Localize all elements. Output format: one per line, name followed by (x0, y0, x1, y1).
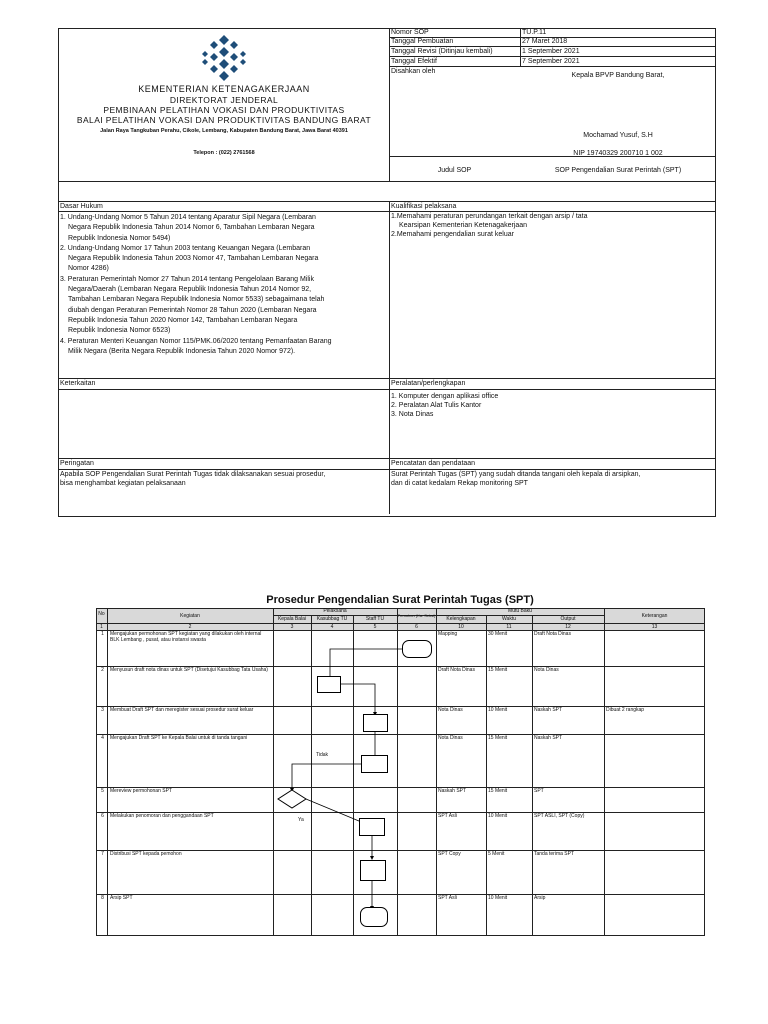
flow-end-terminator (360, 907, 388, 927)
procedure-row-output: Tanda terima SPT (534, 851, 575, 857)
procedure-row-no: 6 (101, 813, 104, 819)
procedure-row-time: 15 Menit (488, 788, 508, 794)
procedure-row-no: 1 (101, 631, 104, 637)
legal-line: Negara Republik Indonesia Tahun 2014 Nomor 6, Tambahan Lembaran Negara (68, 224, 315, 232)
meta-label-revised: Tanggal Revisi (Ditinjau kembali) (391, 48, 493, 55)
header-num: 13 (651, 624, 658, 630)
meta-value-created: 27 Maret 2018 (522, 38, 568, 45)
procedure-row-requirement: Mapping (438, 631, 458, 637)
qualification-line: 1.Memahami peraturan perundangan terkait dengan arsip / tata (391, 213, 588, 220)
header-role-kasubbag: Kasubbag TU (316, 616, 348, 622)
procedure-row-output: Naskah SPT (534, 735, 563, 741)
ministry-name: KEMENTERIAN KETENAGAKERJAAN (138, 84, 310, 94)
header-q-time: Waktu (502, 616, 516, 622)
procedure-row-output: SPT (534, 788, 544, 794)
procedure-row-activity: Mereview permohonan SPT (110, 788, 172, 794)
procedure-row-output: Draft Nota Dinas (534, 631, 571, 637)
procedure-row-time: 10 Menit (488, 707, 508, 713)
legal-line: Republik Indonesia Nomor 6523) (68, 327, 171, 335)
equipment-line: 3. Nota Dinas (391, 411, 434, 418)
approver-nip: NIP 19740329 200710 1 002 (573, 150, 663, 157)
legal-line: Nomor 4286) (68, 265, 109, 273)
qualification-label: Kualifikasi pelaksana (391, 203, 457, 210)
header-num: 12 (565, 624, 571, 630)
recording-label: Pencatatan dan pendataan (391, 460, 476, 467)
procedure-row-time: 30 Menit (488, 631, 508, 637)
header-quality: Mutu Baku (508, 608, 532, 614)
procedure-row-activity: Mengajukan permohonan SPT kegiatan yang dilakukan oleh internal BLK Lembang , pusat, atau instansi swasta (110, 631, 262, 644)
header-role-head: Kepala Balai (277, 616, 307, 622)
header-num: 5 (373, 624, 377, 630)
procedure-row-no: 7 (101, 851, 104, 857)
qualification-line: 2.Memahami pengendalian surat keluar (391, 231, 514, 238)
procedure-row-time: 5 Menit (488, 851, 505, 857)
procedure-row-requirement: Nota Dinas (438, 707, 463, 713)
legal-line: Negara Republik Indonesia Tahun 2003 Nomor 47, Tambahan Lembaran Negara (68, 255, 319, 263)
header-role-applicant: Pemohon (Ka. Seksi) (397, 614, 436, 618)
procedure-row-requirement: Draft Nota Dinas (438, 667, 475, 673)
header-no: No (98, 611, 105, 617)
header-num: 11 (506, 624, 512, 630)
header-num: 10 (458, 624, 464, 630)
warning-line: bisa menghambat kegiatan pelaksanaan (60, 480, 186, 487)
legal-line: diubah dengan Peraturan Pemerintah Nomor 28 Tahun 2020 (Lembaran Negara (68, 306, 317, 314)
procedure-row-activity: Distribusi SPT kepada pemohon (110, 851, 182, 857)
legal-line: 3. Peraturan Pemerintah Nomor 27 Tahun 2014 tentang Pengelolaan Barang Milik (60, 275, 314, 283)
equipment-label: Peralatan/perlengkapan (391, 380, 466, 387)
flow-label-no: Tidak (316, 752, 329, 758)
meta-value-effective: 7 September 2021 (522, 58, 580, 65)
approver-name: Mochamad Yusuf, S.H (583, 132, 653, 139)
procedure-row-requirement: Nota Dinas (438, 735, 463, 741)
equipment-line: 1. Komputer dengan aplikasi office (391, 393, 499, 400)
warning-label: Peringatan (60, 460, 94, 467)
procedure-row-activity: Membuat Draft SPT dan meregister sesuai prosedur surat keluar (110, 707, 254, 713)
approver-title: Kepala BPVP Bandung Barat, (571, 72, 665, 79)
procedure-row-time: 10 Menit (488, 813, 508, 819)
procedure-row-activity: Arsip SPT (110, 895, 133, 901)
meta-label-created: Tanggal Pembuatan (391, 38, 454, 45)
flow-process-box (317, 676, 341, 693)
legal-line: Republik Indonesia Tahun 2020 Nomor 142, Tambahan Lembaran Negara (68, 316, 298, 324)
institute-name: BALAI PELATIHAN VOKASI DAN PRODUKTIVITAS BANDUNG BARAT (76, 115, 372, 125)
institute-phone: Telepon : (022) 2761568 (193, 150, 255, 156)
procedure-row-output: Naskah SPT (534, 707, 563, 713)
approved-by-label: Disahkan oleh (391, 68, 436, 75)
header-remarks: Keterangan (641, 613, 668, 619)
procedure-row-activity: Mengajukan Draft SPT ke Kepala Balai untuk di tanda tangani (110, 735, 248, 741)
flow-process-box (360, 860, 386, 881)
flow-process-box (363, 714, 388, 732)
equipment-line: 2. Peralatan Alat Tulis Kantor (391, 402, 482, 409)
legal-line: Negara/Daerah (Lembaran Negara Republik Indonesia Tahun 2014 Nomor 92, (68, 286, 312, 294)
legal-line: Milik Negara (Berita Negara Republik Indonesia Tahun 2020 Nomor 972). (68, 347, 296, 355)
flow-line-1-2 (330, 649, 402, 678)
header-num: 4 (330, 624, 334, 630)
meta-value-number: TU.P.11 (522, 29, 547, 36)
flow-label-yes: Ya (298, 817, 304, 823)
procedure-row-requirement: SPT Copy (438, 851, 461, 857)
procedure-title: Prosedur Pengendalian Surat Perintah Tugas (SPT) (266, 594, 534, 606)
header-num: 1 (100, 624, 103, 630)
procedure-row-time: 10 Menit (488, 895, 508, 901)
meta-label-number: Nomor SOP (391, 29, 429, 36)
legal-line: Tambahan Lembaran Negara Republik Indonesia Nomor 5533) sebagaimana telah (68, 296, 325, 304)
meta-value-revised: 1 September 2021 (522, 48, 580, 55)
sop-title-value: SOP Pengendalian Surat Perintah (SPT) (554, 167, 682, 174)
header-role-staff: Staff TU (365, 616, 385, 622)
procedure-row-time: 15 Menit (488, 667, 508, 673)
header-num: 3 (290, 624, 294, 630)
header-q-output: Output (560, 616, 576, 622)
legal-line: 1. Undang-Undang Nomor 5 Tahun 2014 tentang Aparatur Sipil Negara (Lembaran (60, 214, 316, 221)
procedure-row-no: 2 (101, 667, 104, 673)
institute-address: Jalan Raya Tangkuban Perahu, Cikole, Lembang, Kabupaten Bandung Barat, Jawa Barat 40391 (100, 128, 348, 134)
procedure-row-no: 5 (101, 788, 104, 794)
procedure-row-requirement: SPT Asli (438, 895, 457, 901)
header-num: 6 (415, 624, 418, 630)
recording-line: dan di catat kedalam Rekap monitoring SPT (391, 480, 528, 487)
procedure-row-output: Nota Dinas (534, 667, 559, 673)
procedure-row-no: 3 (101, 707, 104, 713)
procedure-row-requirement: Naskah SPT (438, 788, 467, 794)
procedure-row-no: 8 (101, 895, 104, 901)
warning-line: Apabila SOP Pengendalian Surat Perintah Tugas tidak dilaksanakan sesuai prosedur, (60, 471, 326, 478)
procedure-row-output: Arsip (534, 895, 546, 901)
directorate-sub-name: PEMBINAAN PELATIHAN VOKASI DAN PRODUKTIVITAS (103, 105, 345, 115)
legal-line: 2. Undang-Undang Nomor 17 Tahun 2003 tentang Keuangan Negara (Lembaran (60, 244, 311, 252)
sop-title-label: Judul SOP (437, 167, 472, 174)
flow-process-box (361, 755, 388, 773)
header-num: 2 (188, 624, 192, 630)
qualification-line: Kearsipan Kementerian Ketenagakerjaan (399, 222, 528, 229)
header-executor: Pelaksana (323, 608, 347, 614)
header-q-requirement: Kelengkapan (446, 616, 476, 622)
legal-line: Republik Indonesia Nomor 5494) (68, 234, 171, 242)
procedure-row-note: Dibuat 2 rangkap (606, 707, 645, 713)
procedure-row-output: SPT ASLI, SPT (Copy) (534, 813, 585, 819)
procedure-row-activity: Menyusun draft nota dinas untuk SPT (Disetujui Kasubbag Tata Usaha) (110, 667, 268, 673)
flow-process-box (359, 818, 385, 836)
flow-start-terminator (402, 640, 432, 658)
procedure-row-time: 15 Menit (488, 735, 508, 741)
flow-line-4-5 (292, 764, 361, 790)
legal-line: 4. Peraturan Menteri Keuangan Nomor 115/PMK.06/2020 tentang Pemanfaatan Barang (60, 337, 332, 345)
meta-label-effective: Tanggal Efektif (391, 58, 437, 65)
procedure-row-requirement: SPT Asli (438, 813, 457, 819)
procedure-row-activity: Melakukan penomoran dan penggandaan SPT (110, 813, 214, 819)
decision-diamond (278, 790, 306, 808)
recording-line: Surat Perintah Tugas (SPT) yang sudah ditanda tangani oleh kepala di arsipkan, (391, 471, 641, 478)
header-activity: Kegiatan (180, 613, 200, 619)
related-label: Keterkaitan (60, 380, 96, 387)
legal-basis-label: Dasar Hukum (60, 203, 103, 210)
directorate-name: DIREKTORAT JENDERAL (169, 95, 279, 105)
procedure-row-no: 4 (101, 735, 104, 741)
flow-line-2-3 (341, 684, 375, 714)
